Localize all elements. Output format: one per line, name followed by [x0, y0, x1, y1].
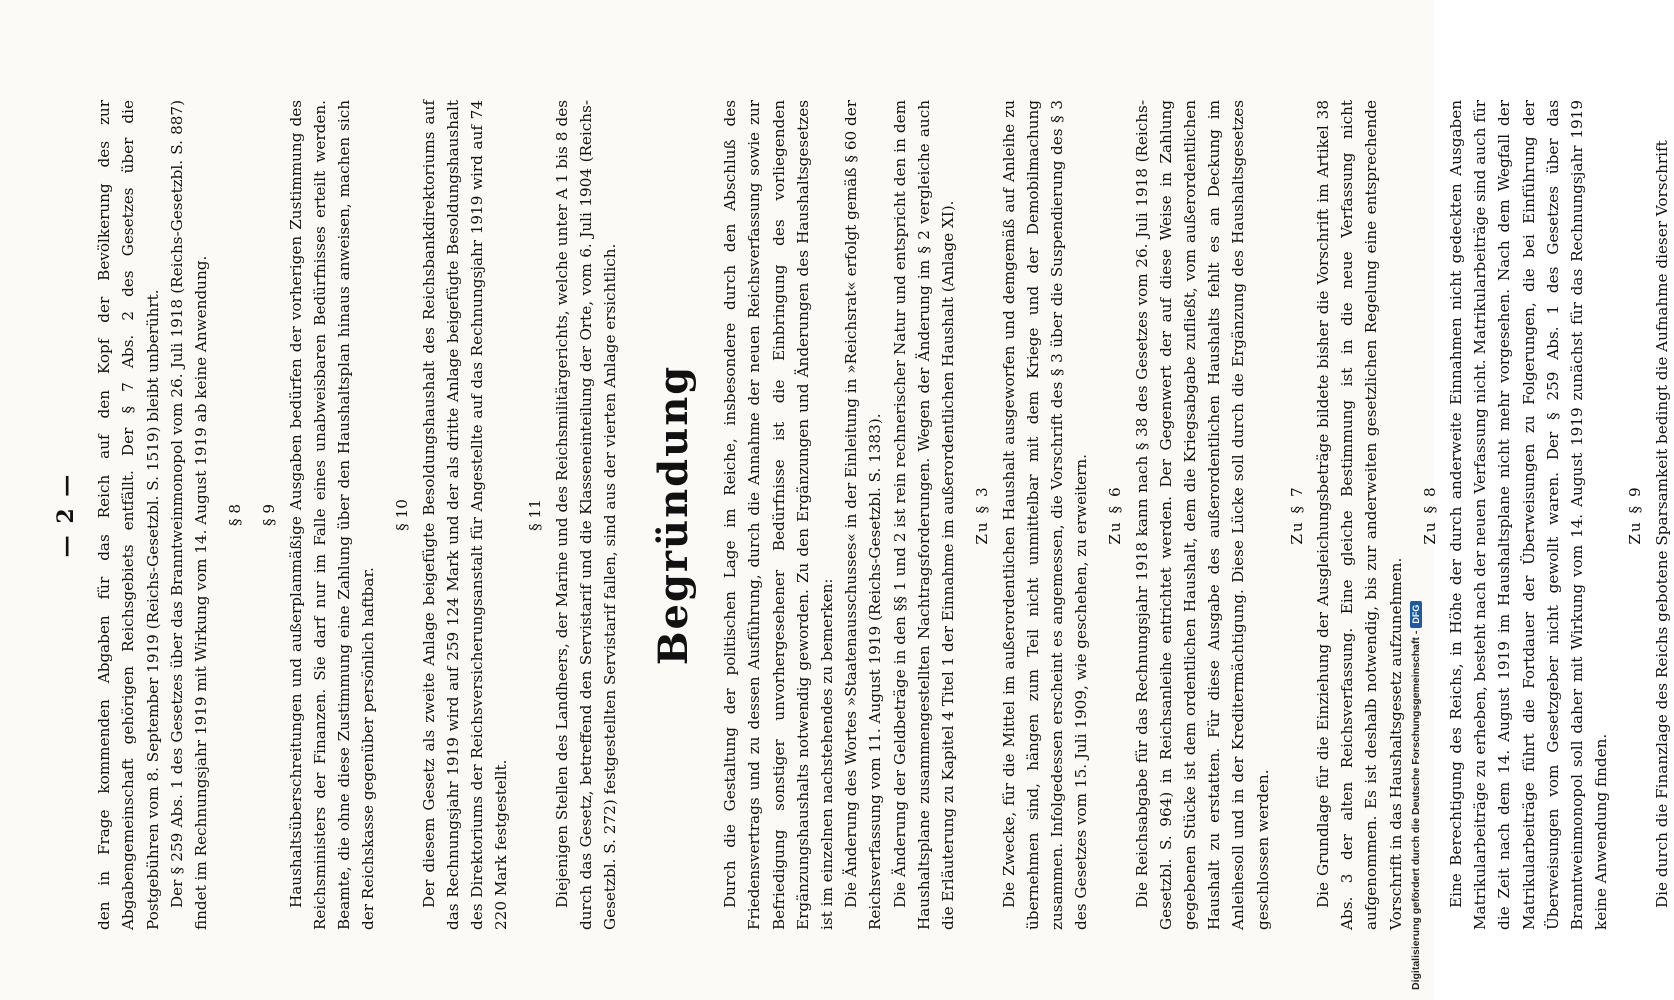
zu-section-text: Die Reichsabgabe für das Rechnungsjahr 1918 kann nach § 38 des Gesetzes vom 26. Juli 1918 (Reichs-Gesetzbl. S. 964) in Reichsanleihe entrichtet werden. Der Gegenwert der auf diese Weise in Zahlung gegebenen Stücke ist dem ordentlichen Haushalt, dem die Kriegsabgabe zufließt, vom außerordentlichen Haushalt zu erstatten. Für diese Ausgabe des außerordentlichen Haushalts fehlt es an Deckung im Anleihesoll und in der Kreditermächtigung. Diese Lücke soll durch die Ergänzung des Haushaltsgesetzes geschlossen werden.	[1132, 100, 1272, 930]
zu-section-title: Zu § 7	[1287, 485, 1306, 545]
zu-section-text: Die durch die Finanzlage des Reichs gebotene Sparsamkeit bedingt die Aufnahme dieser Vorschrift	[1652, 140, 1671, 908]
zu-section-title: Zu § 8	[1420, 485, 1439, 545]
section-text: Diejenigen Stellen des Landheers, der Marine und des Reichsmilitärgerichts, welche unter A 1 bis 8 des durch das Gesetz, betreffend den Servistarif und die Klasseneinteilung der Orte, vom 6. Juli 1904 (Reichs-Gesetzbl. S. 272) festgestellten Servistarif fallen, sind aus der vierten Anlage ersichtlich.	[552, 100, 620, 930]
credit-text: Digitalisierung gefördert durch die Deutsche Forschungsgemeinschaft -	[1410, 630, 1422, 990]
digitization-credit	[1404, 0, 1434, 1000]
heading-begruendung: Begründung	[650, 364, 698, 666]
intro-paragraph: Durch die Gestaltung der politischen Lage im Reiche, insbesondere durch den Abschluß des Friedensvertrags und zu dessen Ausführung, durch die Annahme der neuen Reichsverfassung sowie zur Befriedigung sonstiger unvorhergesehener Bedürfnisse ist die Einbringung des vorliegenden Ergänzungshaushalts notwendig geworden. Zu den Ergänzungen und Änderungen des Haushaltsgesetzes ist im einzelnen nachstehendes zu bemerken:	[721, 100, 837, 930]
section-text: Haushaltsüberschreitungen und außerplanmäßige Ausgaben bedürfen der vorherigen Zustimmung des Reichsministers der Finanzen. Sie darf nur im Falle eines unabweisbaren Bedürfnisses erteilt werden. Beamte, die ohne diese Zustimmung eine Zahlung über den Haushaltsplan hinaus anweisen, machen sich der Reichskasse gegenüber persönlich haftbar.	[286, 100, 378, 930]
zu-section-text: Eine Berechtigung des Reichs, in Höhe der durch anderweite Einnahmen nicht gedeckten Ausgaben Matrikularbeiträge zu erheben, besteht nach der neuen Verfassung nicht. Matrikularbeiträge sind auch für die Zeit nach dem 14. August 1919 im Haushaltsplane nicht mehr vorgesehen. Nach dem Wegfall der Matrikularbeiträge führt die Fortdauer der Überweisungen zu Folgerungen, die bei Einführung der Überweisungen vom Gesetzgeber nicht gewollt waren. Der § 259 Abs. 1 des Gesetzes über das Branntweinmonopol soll daher mit Wirkung vom 14. August 1919 zunächst für das Rechnungsjahr 1919 keine Anwendung finden.	[1446, 100, 1611, 930]
section-title: § 8	[226, 503, 245, 527]
section-title: § 10	[393, 499, 412, 531]
dfg-logo: DFG	[1410, 601, 1422, 628]
zu-section-title: Zu § 6	[1106, 485, 1125, 545]
paragraph: den in Frage kommenden Abgaben für das Reich auf den Kopf der Bevölkerung des zur Abgabengemeinschaft gehörigen Reichsgebiets entfällt. Der § 7 Abs. 2 des Gesetzes über die Postgebühren vom 8. September 1919 (Reichs-Gesetzbl. S. 1519) bleibt unberührt.	[95, 100, 162, 930]
paragraph: Der § 259 Abs. 1 des Gesetzes über das Branntweinmonopol vom 26. Juli 1918 (Reichs-Gesetzbl. S. 887) findet im Rechnungsjahr 1919 mit Wirkung vom 14. August 1919 ab keine Anwendung.	[167, 100, 211, 930]
section-title: § 9	[260, 503, 279, 527]
page-number: — 2 —	[53, 472, 79, 558]
intro-item: Die Änderung der Geldbeträge in den §§ 1 und 2 ist rein rechnerischer Natur und entspricht den in dem Haushaltsplane zusammengestellten Nachtragsforderungen. Wegen der Änderung im § 2 vergleiche auch die Erläuterung zu Kapitel 4 Titel 1 der Einnahme im außerordentlichen Haushalt (Anlage XI).	[890, 100, 958, 930]
intro-item: Die Änderung des Wortes »Staatenausschusses« in der Einleitung in »Reichsrat« erfolgt gemäß § 60 der Reichsverfassung vom 11. August 1919 (Reichs-Gesetzbl. S. 1383).	[842, 100, 885, 930]
zu-section-text: Die Zwecke, für die Mittel im außerordentlichen Haushalt ausgeworfen und demgemäß auf Anleihe zu übernehmen sind, hängen zum Teil nicht unmittelbar mit dem Kriege und der Demobilmachung zusammen. Infolgedessen erscheint es angemessen, die Vorschrift des § 3 über die Suspendierung des § 3 des Gesetzes vom 15. Juli 1909, wie geschehen, zu erweitern.	[999, 100, 1091, 930]
section-title: § 11	[526, 499, 545, 531]
section-text: Der diesem Gesetz als zweite Anlage beigefügte Besoldungshaushalt des Reichsbankdirektoriums auf das Rechnungsjahr 1919 wird auf 259 124 Mark und der als dritte Anlage beigefügte Besoldungshaushalt des Direktoriums der Reichsversicherungsanstalt für Angestellte auf das Rechnungsjahr 1919 wird auf 74 220 Mark festgestellt.	[419, 100, 511, 930]
zu-section-text: Die Grundlage für die Einziehung der Ausgleichungsbeträge bildete bisher die Vorschrift im Artikel 38 Abs. 3 der alten Reichsverfassung. Eine gleiche Bestimmung ist in die neue Verfassung nicht aufgenommen. Es ist deshalb notwendig, bis zur anderweiten gesetzlichen Regelung eine entsprechende Vorschrift in das Haushaltsgesetz aufzunehmen.	[1313, 100, 1405, 930]
zu-section-title: Zu § 9	[1626, 485, 1645, 545]
zu-section-title: Zu § 3	[973, 485, 992, 545]
